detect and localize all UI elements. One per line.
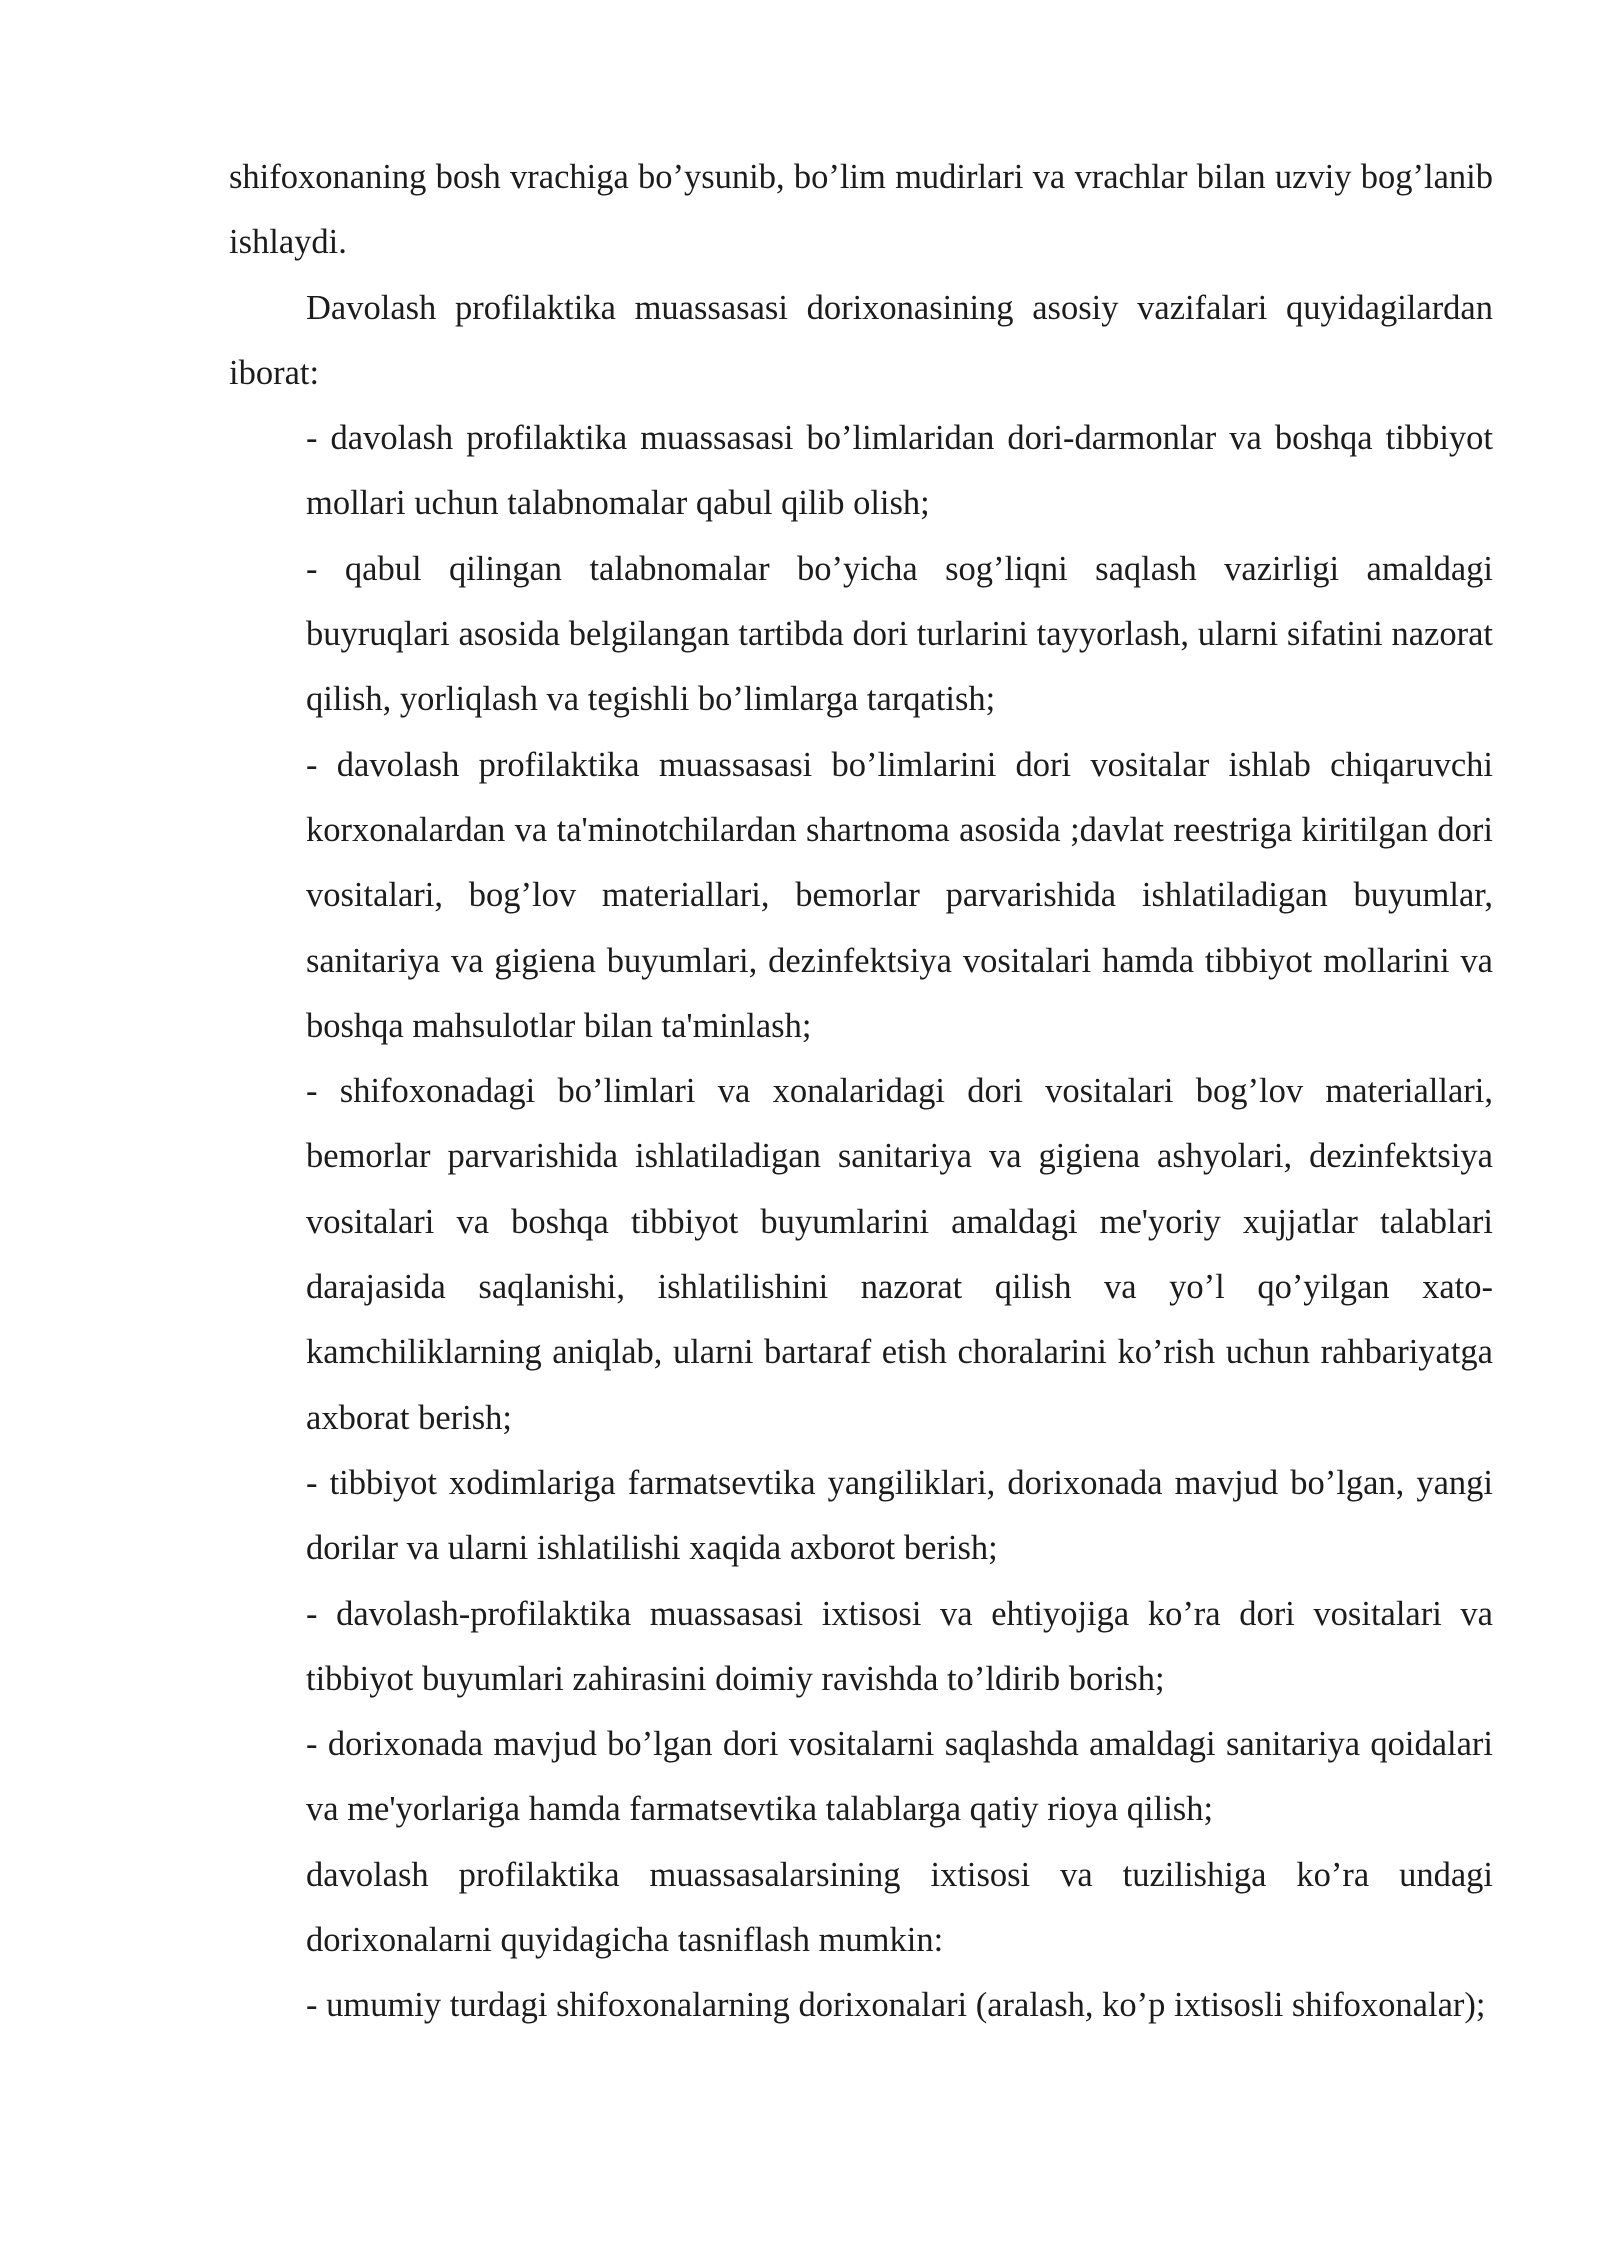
list-item: - tibbiyot xodimlariga farmatsevtika yangiliklari, dorixonada mavjud bo’lgan, yangi dorilar va ularni ishlatilishi xaqida axborot berish; xyxy=(306,1463,1493,1568)
list-item: davolash profilaktika muassasalarsining ixtisosi va tuzilishiga ko’ra undagi dorixonalarni quyidagicha tasniflash mumkin: xyxy=(306,1855,1493,1960)
paragraph: Davolash profilaktika muassasasi dorixonasining asosiy vazifalari quyidagilardan iborat: xyxy=(229,288,1493,392)
list-item: - davolash profilaktika muassasasi bo’limlaridan dori-darmonlar va boshqa tibbiyot mollari uchun talabnomalar qabul qilib olish; xyxy=(306,419,1493,523)
list-item: - davolash profilaktika muassasasi bo’limlarini dori vositalar ishlab chiqaruvchi korxonalardan va ta'minotchilardan shartnoma asosida ;davlat reestriga kiritilgan dori vositalari, bog’lov materiallari, bemorlar parvarishida ishlatiladigan buyumlar, sanitariya va gigiena buyumlari, dezinfektsiya vositalari hamda tibbiyot mollarini va boshqa mahsulotlar bilan ta'minlash; xyxy=(306,745,1493,1045)
list-item: - dorixonada mavjud bo’lgan dori vositalarni saqlashda amaldagi sanitariya qoidalari va me'yorlariga hamda farmatsevtika talablarga qatiy rioya qilish; xyxy=(306,1725,1493,1829)
list-item: - umumiy turdagi shifoxonalarning dorixonalari (aralash, ko’p ixtisosli shifoxonalar); xyxy=(306,1986,1486,2025)
paragraph: shifoxonaning bosh vrachiga bo’ysunib, bo’lim mudirlari va vrachlar bilan uzviy bog’lanib ishlaydi. xyxy=(229,158,1493,262)
document-body xyxy=(229,145,1493,2039)
list-item: - shifoxonadagi bo’limlari va xonalaridagi dori vositalari bog’lov materiallari, bemorlar parvarishida ishlatiladigan sanitariya va gigiena ashyolari, dezinfektsiya vositalari va boshqa tibbiyot buyumlarini amaldagi me'yoriy xujjatlar talablari darajasida saqlanishi, ishlatilishini nazorat qilish va yo’l qo’yilgan xato-kamchiliklarning aniqlab, ularni bartaraf etish choralarini ko’rish uchun rahbariyatga axborat berish; xyxy=(306,1072,1493,1437)
list-item: - davolash-profilaktika muassasasi ixtisosi va ehtiyojiga ko’ra dori vositalari va tibbiyot buyumlari zahirasini doimiy ravishda to’ldirib borish; xyxy=(306,1594,1493,1698)
list-item: - qabul qilingan talabnomalar bo’yicha sog’liqni saqlash vazirligi amaldagi buyruqlari asosida belgilangan tartibda dori turlarini tayyorlash, ularni sifatini nazorat qilish, yorliqlash va tegishli bo’limlarga tarqatish; xyxy=(306,549,1493,719)
